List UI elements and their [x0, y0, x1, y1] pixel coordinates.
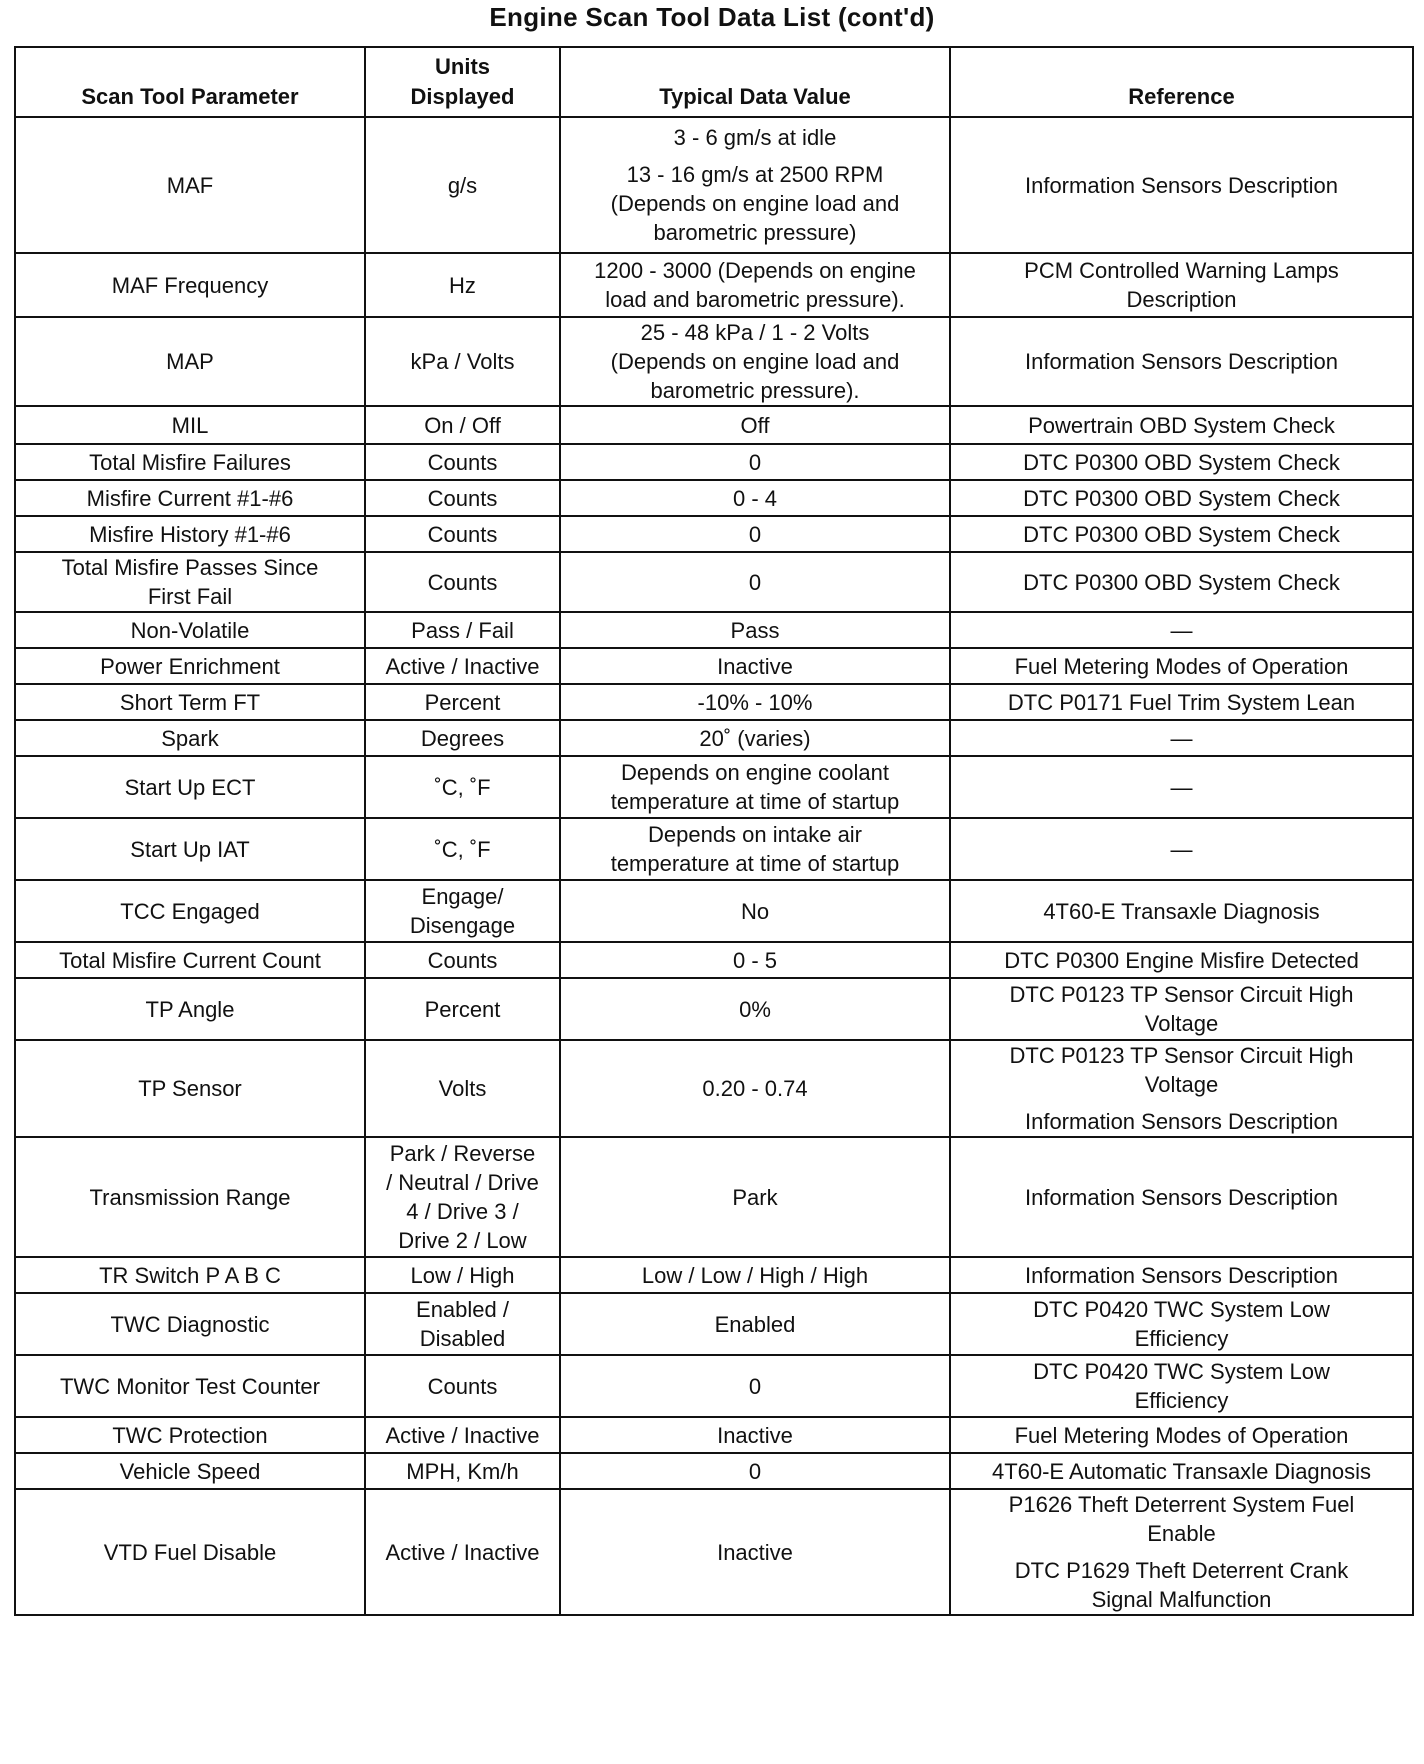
cell-text-line: / Neutral / Drive	[386, 1170, 539, 1195]
cell-text-line: Voltage	[1144, 1011, 1219, 1036]
cell-text-line: 0%	[739, 996, 771, 1022]
cell-reference	[950, 444, 1413, 480]
cell-units	[365, 1355, 560, 1417]
cell-text-line: Power Enrichment	[100, 653, 280, 679]
cell-reference	[950, 1293, 1413, 1355]
cell-units	[365, 818, 560, 880]
cell-parameter	[15, 117, 365, 253]
cell-parameter	[15, 444, 365, 480]
table-body	[15, 117, 1413, 1615]
cell-text-line: temperature at time of startup	[610, 851, 900, 876]
cell-text-line: 0 - 5	[732, 947, 778, 973]
cell-text-line: Information Sensors Description	[1024, 349, 1339, 374]
table-row	[15, 978, 1413, 1040]
cell-text-line: Pass	[730, 617, 780, 643]
header-units-line2: Displayed	[410, 84, 515, 109]
cell-text-line: Counts	[427, 947, 498, 973]
cell-text-line: Degrees	[420, 725, 505, 751]
cell-text-line: Fuel Metering Modes of Operation	[1014, 653, 1349, 679]
cell-text-line: Information Sensors Description	[1024, 1262, 1339, 1288]
cell-units	[365, 253, 560, 317]
cell-text-line: First Fail	[147, 584, 233, 609]
cell-typical-value	[560, 444, 950, 480]
cell-units	[365, 317, 560, 406]
line-spacer	[955, 1099, 1408, 1107]
cell-text-line: Spark	[161, 725, 219, 751]
cell-text-line: Enabled	[714, 1311, 796, 1337]
cell-typical-value	[560, 253, 950, 317]
cell-text-line: DTC P0300 OBD System Check	[1023, 521, 1340, 547]
table-row	[15, 720, 1413, 756]
cell-text-line: MAP	[166, 349, 214, 374]
cell-text-line: Inactive	[717, 653, 793, 679]
cell-units	[365, 117, 560, 253]
cell-units	[365, 880, 560, 942]
cell-text-line: Vehicle Speed	[119, 1458, 261, 1484]
cell-text-line: TWC Protection	[112, 1422, 268, 1448]
cell-reference	[950, 1417, 1413, 1453]
cell-text-line: Efficiency	[1134, 1326, 1229, 1351]
cell-text-line: Start Up ECT	[124, 774, 256, 800]
cell-text-line: Misfire History #1-#6	[89, 521, 291, 547]
cell-text-line: Short Term FT	[119, 689, 261, 715]
cell-text-line: DTC P0123 TP Sensor Circuit High	[1009, 982, 1354, 1007]
cell-text-line: On / Off	[424, 412, 501, 438]
cell-text-line: Inactive	[717, 1539, 793, 1565]
table-row	[15, 612, 1413, 648]
cell-text-line: 3 - 6 gm/s at idle	[673, 125, 837, 150]
cell-text-line: Hz	[449, 272, 476, 298]
cell-parameter	[15, 253, 365, 317]
cell-text-line: Enable	[1147, 1521, 1216, 1546]
cell-parameter	[15, 978, 365, 1040]
cell-text-line: Fuel Metering Modes of Operation	[1014, 1422, 1349, 1448]
cell-typical-value	[560, 1489, 950, 1615]
cell-text-line: Percent	[424, 996, 501, 1022]
cell-parameter	[15, 612, 365, 648]
cell-text-line: 0	[748, 569, 762, 595]
cell-parameter	[15, 1137, 365, 1257]
cell-text-line: DTC P0420 TWC System Low	[1033, 1297, 1330, 1322]
header-units-line1: Units	[435, 54, 490, 79]
cell-text-line: Active / Inactive	[385, 1539, 540, 1565]
cell-text-line: Low / High	[410, 1262, 515, 1288]
cell-text-line: Pass / Fail	[411, 617, 514, 643]
cell-units	[365, 480, 560, 516]
cell-parameter	[15, 1489, 365, 1615]
cell-text-line: 0.20 - 0.74	[702, 1076, 808, 1101]
header-units-displayed	[365, 47, 560, 117]
cell-typical-value	[560, 1137, 950, 1257]
cell-text-line: g/s	[447, 172, 478, 198]
cell-typical-value	[560, 1355, 950, 1417]
table-row	[15, 406, 1413, 444]
table-header-row	[15, 47, 1413, 117]
cell-text-line: Volts	[438, 1076, 487, 1101]
cell-text-line: kPa / Volts	[410, 349, 515, 374]
scan-tool-data-table	[14, 46, 1414, 1616]
cell-typical-value	[560, 648, 950, 684]
cell-text-line: Information Sensors Description	[1024, 172, 1339, 198]
cell-text-line: Non-Volatile	[130, 617, 250, 643]
cell-text-line: Drive 2 / Low	[398, 1228, 527, 1253]
cell-text-line: Disabled	[419, 1326, 506, 1351]
table-row	[15, 1453, 1413, 1489]
cell-text-line: TP Angle	[145, 996, 235, 1022]
cell-typical-value	[560, 684, 950, 720]
cell-text-line: Percent	[424, 689, 501, 715]
cell-parameter	[15, 480, 365, 516]
cell-text-line: Counts	[427, 1373, 498, 1399]
cell-text-line: —	[1170, 725, 1193, 751]
cell-typical-value	[560, 1417, 950, 1453]
cell-reference	[950, 1489, 1413, 1615]
header-reference: Reference	[950, 47, 1413, 117]
cell-text-line: 0	[748, 1373, 762, 1399]
cell-text-line: 1200 - 3000 (Depends on engine	[594, 258, 916, 283]
cell-text-line: Transmission Range	[89, 1184, 291, 1210]
cell-text-line: 25 - 48 kPa / 1 - 2 Volts	[640, 320, 870, 345]
cell-reference	[950, 612, 1413, 648]
cell-text-line: Efficiency	[1134, 1388, 1229, 1413]
table-row	[15, 444, 1413, 480]
cell-text-line: Active / Inactive	[385, 653, 540, 679]
cell-typical-value	[560, 1257, 950, 1293]
cell-typical-value	[560, 880, 950, 942]
cell-units	[365, 684, 560, 720]
cell-units	[365, 1417, 560, 1453]
cell-text-line: —	[1170, 617, 1193, 643]
cell-text-line: DTC P0300 OBD System Check	[1023, 485, 1340, 511]
cell-text-line: Total Misfire Passes Since	[61, 555, 319, 580]
cell-text-line: DTC P0420 TWC System Low	[1033, 1359, 1330, 1384]
cell-text-line: Counts	[427, 449, 498, 475]
cell-typical-value	[560, 756, 950, 818]
cell-text-line: 13 - 16 gm/s at 2500 RPM	[626, 162, 884, 187]
cell-typical-value	[560, 117, 950, 253]
cell-reference	[950, 117, 1413, 253]
cell-parameter	[15, 684, 365, 720]
cell-units	[365, 552, 560, 612]
header-typical-data-value: Typical Data Value	[560, 47, 950, 117]
cell-parameter	[15, 317, 365, 406]
cell-parameter	[15, 942, 365, 978]
cell-text-line: Voltage	[1144, 1072, 1219, 1097]
table-row	[15, 480, 1413, 516]
cell-text-line: —	[1170, 836, 1193, 862]
table-row	[15, 684, 1413, 720]
cell-text-line: Information Sensors Description	[1024, 1184, 1339, 1210]
cell-typical-value	[560, 516, 950, 552]
line-spacer	[955, 1548, 1408, 1556]
cell-typical-value	[560, 552, 950, 612]
table-row	[15, 1293, 1413, 1355]
table-row	[15, 1489, 1413, 1615]
cell-parameter	[15, 818, 365, 880]
cell-parameter	[15, 756, 365, 818]
cell-text-line: 4 / Drive 3 /	[406, 1199, 519, 1224]
cell-text-line: MIL	[171, 412, 209, 438]
cell-reference	[950, 818, 1413, 880]
cell-parameter	[15, 1355, 365, 1417]
table-row	[15, 117, 1413, 253]
cell-reference	[950, 317, 1413, 406]
cell-reference	[950, 552, 1413, 612]
cell-text-line: DTC P0171 Fuel Trim System Lean	[1007, 689, 1356, 715]
cell-text-line: Total Misfire Failures	[89, 449, 291, 475]
cell-reference	[950, 1040, 1413, 1137]
cell-typical-value	[560, 612, 950, 648]
cell-reference	[950, 942, 1413, 978]
cell-text-line: Start Up IAT	[130, 836, 250, 862]
cell-parameter	[15, 880, 365, 942]
cell-units	[365, 756, 560, 818]
cell-reference	[950, 1355, 1413, 1417]
cell-text-line: TWC Monitor Test Counter	[59, 1373, 320, 1399]
cell-parameter	[15, 1417, 365, 1453]
cell-text-line: MAF Frequency	[111, 272, 269, 298]
cell-text-line: load and barometric pressure).	[605, 287, 905, 312]
cell-text-line: P1626 Theft Deterrent System Fuel	[1008, 1492, 1355, 1517]
cell-text-line: Disengage	[409, 913, 516, 938]
cell-parameter	[15, 1453, 365, 1489]
cell-parameter	[15, 406, 365, 444]
cell-parameter	[15, 516, 365, 552]
table-row	[15, 552, 1413, 612]
cell-text-line: Park	[732, 1184, 778, 1210]
cell-text-line: MPH, Km/h	[406, 1458, 519, 1484]
cell-text-line: Off	[740, 412, 770, 438]
table-row	[15, 1417, 1413, 1453]
cell-reference	[950, 480, 1413, 516]
cell-typical-value	[560, 1293, 950, 1355]
cell-typical-value	[560, 317, 950, 406]
cell-text-line: (Depends on engine load and	[610, 349, 900, 374]
cell-text-line: Inactive	[717, 1422, 793, 1448]
cell-text-line: Active / Inactive	[385, 1422, 540, 1448]
cell-text-line: Counts	[427, 521, 498, 547]
cell-text-line: Engage/	[421, 884, 504, 909]
cell-parameter	[15, 552, 365, 612]
cell-units	[365, 720, 560, 756]
cell-reference	[950, 684, 1413, 720]
table-row	[15, 253, 1413, 317]
cell-text-line: -10% - 10%	[697, 689, 813, 715]
cell-text-line: ˚C, ˚F	[434, 774, 491, 800]
cell-typical-value	[560, 480, 950, 516]
cell-text-line: MAF	[166, 172, 214, 198]
cell-typical-value	[560, 942, 950, 978]
cell-text-line: PCM Controlled Warning Lamps	[1024, 258, 1339, 283]
cell-text-line: VTD Fuel Disable	[103, 1539, 277, 1565]
cell-text-line: No	[740, 898, 770, 924]
cell-text-line: Description	[1126, 287, 1237, 312]
cell-text-line: Counts	[427, 569, 498, 595]
cell-typical-value	[560, 406, 950, 444]
cell-parameter	[15, 648, 365, 684]
header-scan-tool-parameter: Scan Tool Parameter	[15, 47, 365, 117]
cell-text-line: Information Sensors Description	[1024, 1109, 1339, 1134]
cell-reference	[950, 756, 1413, 818]
cell-reference	[950, 1453, 1413, 1489]
cell-units	[365, 612, 560, 648]
cell-text-line: barometric pressure).	[650, 378, 860, 403]
table-row	[15, 516, 1413, 552]
cell-text-line: 0	[748, 521, 762, 547]
cell-typical-value	[560, 1453, 950, 1489]
cell-text-line: barometric pressure)	[653, 220, 857, 245]
cell-text-line: DTC P0300 OBD System Check	[1023, 569, 1340, 595]
cell-text-line: Low / Low / High / High	[641, 1262, 869, 1288]
table-row	[15, 818, 1413, 880]
cell-reference	[950, 978, 1413, 1040]
cell-text-line: Signal Malfunction	[1091, 1587, 1272, 1612]
cell-typical-value	[560, 978, 950, 1040]
cell-reference	[950, 253, 1413, 317]
line-spacer	[565, 152, 945, 160]
table-row	[15, 756, 1413, 818]
cell-text-line: DTC P0300 Engine Misfire Detected	[1004, 947, 1359, 973]
cell-units	[365, 942, 560, 978]
cell-units	[365, 516, 560, 552]
table-row	[15, 1137, 1413, 1257]
page-title: Engine Scan Tool Data List (cont'd)	[489, 2, 935, 32]
cell-text-line: TP Sensor	[138, 1076, 242, 1101]
cell-units	[365, 1489, 560, 1615]
cell-text-line: —	[1170, 774, 1193, 800]
cell-typical-value	[560, 1040, 950, 1137]
cell-reference	[950, 1257, 1413, 1293]
cell-units	[365, 1040, 560, 1137]
cell-text-line: DTC P0123 TP Sensor Circuit High	[1009, 1043, 1354, 1068]
cell-parameter	[15, 1257, 365, 1293]
cell-text-line: DTC P0300 OBD System Check	[1023, 449, 1340, 475]
table-row	[15, 317, 1413, 406]
cell-text-line: (Depends on engine load and	[610, 191, 900, 216]
table-row	[15, 1257, 1413, 1293]
cell-text-line: Enabled /	[416, 1297, 509, 1322]
table-row	[15, 1355, 1413, 1417]
cell-typical-value	[560, 818, 950, 880]
cell-typical-value	[560, 720, 950, 756]
cell-units	[365, 1137, 560, 1257]
table-row	[15, 880, 1413, 942]
cell-text-line: ˚C, ˚F	[434, 836, 491, 862]
cell-text-line: 0	[748, 1458, 762, 1484]
cell-text-line: Park / Reverse	[389, 1141, 536, 1166]
cell-units	[365, 1293, 560, 1355]
cell-text-line: DTC P1629 Theft Deterrent Crank	[1014, 1558, 1349, 1583]
cell-reference	[950, 406, 1413, 444]
cell-parameter	[15, 1293, 365, 1355]
cell-units	[365, 1257, 560, 1293]
cell-units	[365, 648, 560, 684]
cell-units	[365, 978, 560, 1040]
cell-text-line: temperature at time of startup	[610, 789, 900, 814]
cell-text-line: TCC Engaged	[120, 898, 260, 924]
cell-reference	[950, 516, 1413, 552]
cell-reference	[950, 648, 1413, 684]
cell-reference	[950, 1137, 1413, 1257]
table-row	[15, 1040, 1413, 1137]
cell-text-line: 0	[748, 449, 762, 475]
table-row	[15, 648, 1413, 684]
cell-reference	[950, 720, 1413, 756]
cell-reference	[950, 880, 1413, 942]
cell-units	[365, 1453, 560, 1489]
cell-text-line: Depends on engine coolant	[621, 760, 889, 785]
cell-text-line: 4T60-E Automatic Transaxle Diagnosis	[991, 1458, 1372, 1484]
cell-units	[365, 444, 560, 480]
cell-text-line: Depends on intake air	[647, 822, 863, 847]
cell-text-line: 20˚ (varies)	[699, 725, 811, 751]
cell-text-line: TWC Diagnostic	[110, 1311, 270, 1337]
cell-text-line: Misfire Current #1-#6	[86, 485, 294, 511]
cell-units	[365, 406, 560, 444]
table-row	[15, 942, 1413, 978]
cell-text-line: 0 - 4	[732, 485, 778, 511]
cell-text-line: 4T60-E Transaxle Diagnosis	[1043, 898, 1320, 924]
cell-parameter	[15, 1040, 365, 1137]
cell-text-line: Powertrain OBD System Check	[1028, 412, 1335, 438]
cell-text-line: TR Switch P A B C	[99, 1262, 281, 1288]
cell-text-line: Counts	[427, 485, 498, 511]
cell-text-line: Total Misfire Current Count	[59, 947, 321, 973]
cell-parameter	[15, 720, 365, 756]
